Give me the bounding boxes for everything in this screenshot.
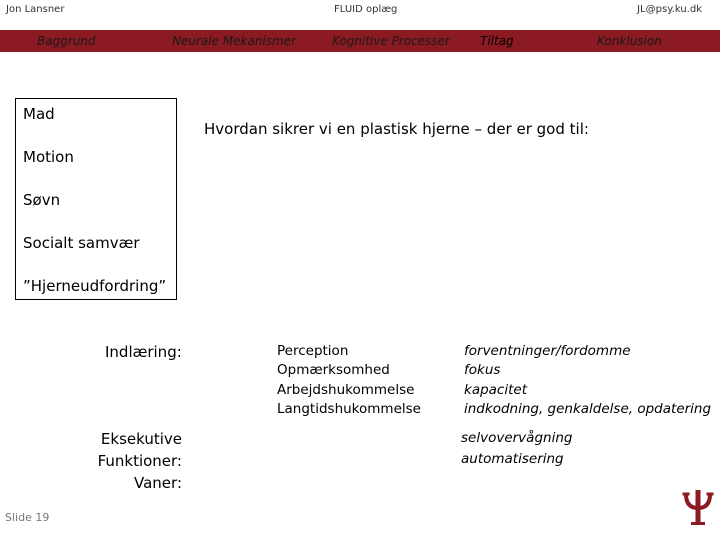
exec-detail: selvovervågning <box>461 430 573 446</box>
event-title: FLUID oplæg <box>334 4 398 15</box>
learning-list <box>277 342 421 419</box>
habits-label-line: Vaner: <box>134 474 182 492</box>
learning-detail: forventninger/fordomme <box>464 343 631 359</box>
factor-item: ”Hjerneudfordring” <box>23 277 167 295</box>
factor-item: Mad <box>23 105 55 123</box>
learning-detail: indkodning, genkaldelse, opdatering <box>464 400 712 417</box>
nav-item-neurale-mekanismer[interactable]: Neurale Mekanismer <box>172 34 297 48</box>
learning-item: Arbejdshukommelse <box>277 381 415 398</box>
nav-item-tiltag[interactable]: Tiltag <box>480 34 514 48</box>
learning-item: Perception <box>277 343 349 359</box>
author-name: Jon Lansner <box>6 4 65 15</box>
slide-number: Slide 19 <box>5 511 50 524</box>
contact-email: JL@psy.ku.dk <box>637 4 702 15</box>
section-nav-bar <box>0 30 720 52</box>
learning-detail-list <box>464 342 711 419</box>
slide-question: Hvordan sikrer vi en plastisk hjerne – der er god til: <box>204 120 589 138</box>
exec-label <box>18 428 182 494</box>
learning-label: Indlæring: <box>105 343 182 361</box>
factor-item: Søvn <box>23 191 61 209</box>
exec-label-line: Eksekutive Funktioner: <box>97 430 182 470</box>
learning-item: Langtidshukommelse <box>277 400 421 417</box>
nav-item-kognitive-processer[interactable]: Kognitive Processer <box>332 34 450 48</box>
psi-icon <box>682 488 714 526</box>
nav-item-konklusion[interactable]: Konklusion <box>597 34 662 48</box>
learning-item: Opmærksomhed <box>277 362 390 379</box>
exec-detail-list <box>461 428 572 470</box>
factor-item: Socialt samvær <box>23 234 140 252</box>
exec-detail: automatisering <box>461 451 564 467</box>
nav-item-baggrund[interactable]: Baggrund <box>37 34 96 48</box>
learning-detail: kapacitet <box>464 381 527 398</box>
learning-detail: fokus <box>464 362 501 379</box>
factor-item: Motion <box>23 148 74 166</box>
